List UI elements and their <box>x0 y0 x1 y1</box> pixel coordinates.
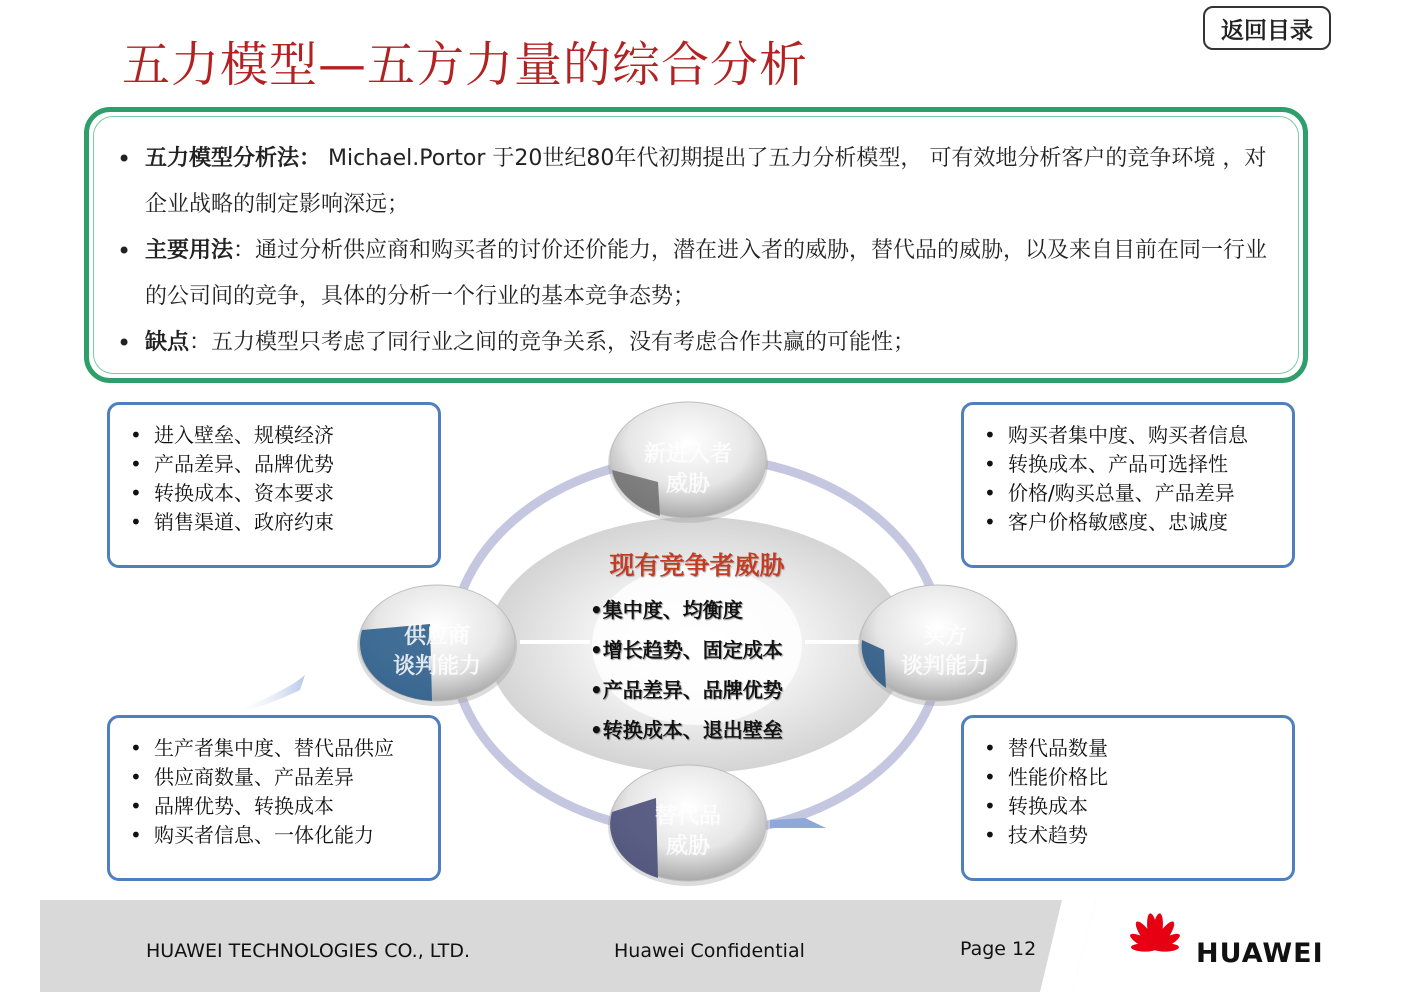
factor-item: • 销售渠道、政府约束 <box>130 508 334 537</box>
factor-item: • 购买者集中度、购买者信息 <box>984 421 1248 450</box>
center-force-item: •产品差异、品牌优势 <box>590 678 783 702</box>
intro-term: 五力模型分析法： <box>145 146 322 171</box>
factor-item: • 客户价格敏感度、忠诚度 <box>984 508 1248 537</box>
back-to-contents-button[interactable]: 返回目录 <box>1203 6 1331 50</box>
factor-item: • 转换成本、产品可选择性 <box>984 450 1248 479</box>
footer-page-number: Page 12 <box>960 938 1037 960</box>
force-label-line: 买方 <box>922 624 967 649</box>
factor-item: • 价格/购买总量、产品差异 <box>984 479 1248 508</box>
intro-text: ：通过分析供应商和购买者的讨价还价能力，潜在进入者的威胁，替代品的威胁，以及来自目前在同一行业的公司间的竞争，具体的分析一个行业的基本竞争态势； <box>145 238 1268 309</box>
force-label-line: 供应商 <box>403 624 470 649</box>
factor-item: • 产品差异、品牌优势 <box>130 450 334 479</box>
force-label-line: 新进入者 <box>643 442 732 467</box>
force-label-line: 替代品 <box>654 804 721 829</box>
factor-item: • 转换成本、资本要求 <box>130 479 334 508</box>
factor-item: • 性能价格比 <box>984 763 1108 792</box>
footer-company: HUAWEI TECHNOLOGIES CO., LTD. <box>146 940 471 962</box>
factor-item: • 供应商数量、产品差异 <box>130 763 394 792</box>
force-label-line: 威胁 <box>665 472 710 497</box>
center-force-item: •集中度、均衡度 <box>590 598 743 622</box>
factor-item: • 替代品数量 <box>984 734 1108 763</box>
factor-item: • 技术趋势 <box>984 821 1108 850</box>
factor-item: • 品牌优势、转换成本 <box>130 792 394 821</box>
intro-term: 主要用法 <box>145 238 234 263</box>
intro-text: Michael.Portor 于20世纪80年代初期提出了五力分析模型， 可有效地分析客户的竞争环境 ，对企业战略的制定影响深远； <box>145 146 1267 217</box>
intro-text: ：五力模型只考虑了同行业之间的竞争关系，没有考虑合作共赢的可能性； <box>189 330 916 355</box>
factor-item: • 进入壁垒、规模经济 <box>130 421 334 450</box>
center-force-item: •转换成本、退出壁垒 <box>590 718 783 742</box>
factor-item: • 生产者集中度、替代品供应 <box>130 734 394 763</box>
page-title: 五力模型—五方力量的综合分析 <box>122 37 809 93</box>
center-force-title: 现有竞争者威胁 <box>609 551 785 580</box>
center-force-item: •增长趋势、固定成本 <box>590 638 783 662</box>
footer-confidential: Huawei Confidential <box>614 940 805 962</box>
force-label-line: 威胁 <box>665 834 710 859</box>
force-label-line: 谈判能力 <box>900 654 989 679</box>
factor-item: • 转换成本 <box>984 792 1108 821</box>
huawei-logo-text: HUAWEI <box>1196 938 1324 969</box>
factor-item: • 购买者信息、一体化能力 <box>130 821 394 850</box>
force-label-line: 谈判能力 <box>392 654 481 679</box>
intro-term: 缺点 <box>145 330 190 355</box>
